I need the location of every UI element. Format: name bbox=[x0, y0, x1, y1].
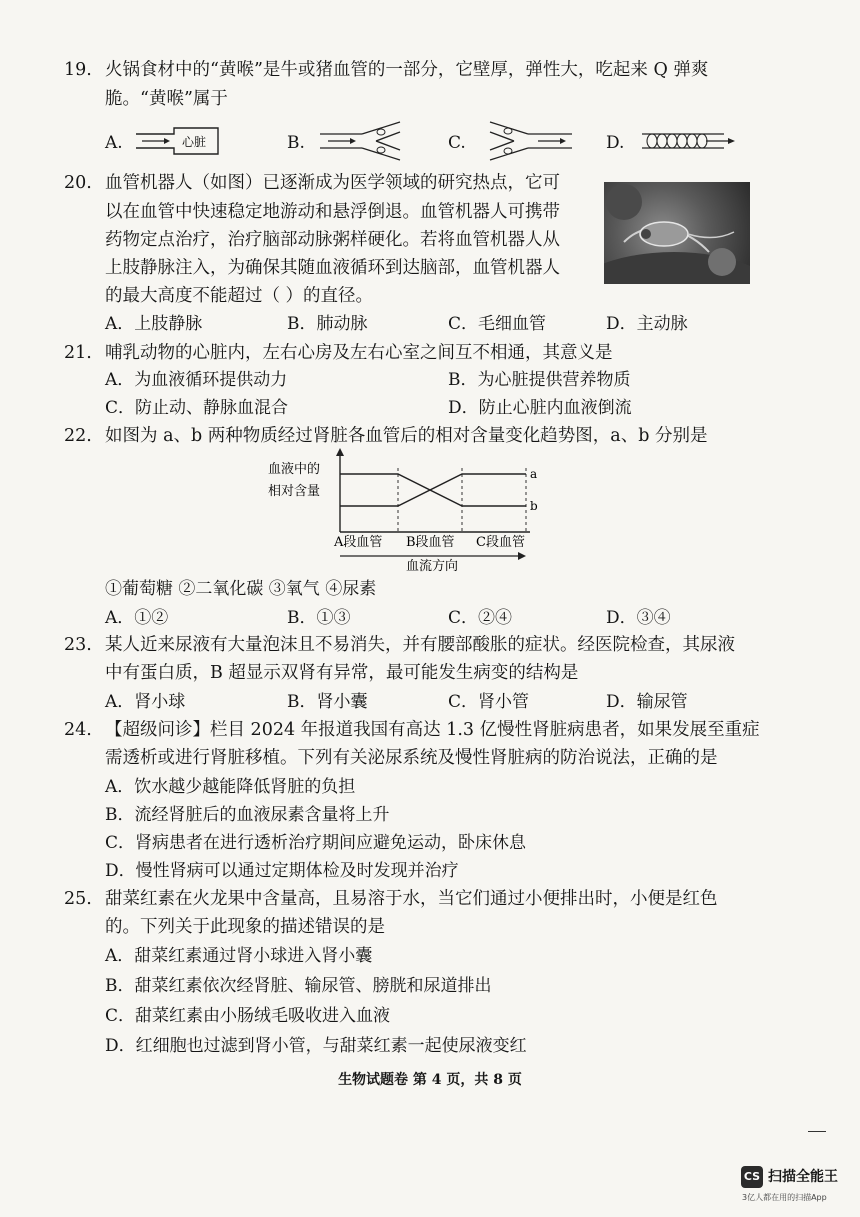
q19-heart-vessel-figure bbox=[134, 124, 224, 158]
chart-y-axis-arrow bbox=[336, 448, 344, 456]
chart-series-a-label: a bbox=[530, 467, 538, 481]
q24-stem-line1: 【超级问诊】栏目 2024 年报道我国有高达 1.3 亿慢性肾脏病患者，如果发展至重症 bbox=[105, 720, 760, 740]
q20-stem-line2: 以在血管中快速稳定地游动和悬浮倒退。血管机器人可携带 bbox=[105, 202, 560, 222]
camscanner-tagline: 3亿人都在用的扫描App bbox=[742, 1193, 827, 1202]
q21-option-c: C．防止动、静脉血混合 bbox=[105, 398, 289, 418]
q22-option-c: C．②④ bbox=[448, 608, 513, 628]
q21-stem: 哺乳动物的心脏内，左右心房及左右心室之间互不相通，其意义是 bbox=[105, 343, 613, 363]
q23-stem-line1: 某人近来尿液有大量泡沫且不易消失，并有腰部酸胀的症状。经医院检查，其尿液 bbox=[105, 635, 735, 655]
q19-option-d-label: D. bbox=[606, 133, 625, 153]
q24-option-c: C．肾病患者在进行透析治疗期间应避免运动，卧床休息 bbox=[105, 833, 527, 853]
q25-number: 25. bbox=[64, 889, 92, 909]
chart-ylabel-line2: 相对含量 bbox=[268, 484, 321, 499]
q19-stem-line1: 火锅食材中的“黄喉”是牛或猪血管的一部分，它壁厚，弹性大，吃起来 Q 弹爽 bbox=[105, 60, 709, 80]
q19-capillary-figure bbox=[640, 126, 738, 156]
edge-mark bbox=[808, 1131, 826, 1132]
q23-option-a: A．肾小球 bbox=[105, 692, 186, 712]
q20-stem-line4: 上肢静脉注入，为确保其随血液循环到达脑部，血管机器人 bbox=[105, 258, 560, 278]
q22-option-d: D．③④ bbox=[606, 608, 671, 628]
q23-option-c: C．肾小管 bbox=[448, 692, 530, 712]
q21-number: 21. bbox=[64, 343, 92, 363]
q22-option-b: B．①③ bbox=[287, 608, 351, 628]
q19-option-c-label: C. bbox=[448, 133, 466, 153]
q25-stem-line2: 的。下列关于此现象的描述错误的是 bbox=[105, 917, 385, 937]
q21-option-a: A．为血液循环提供动力 bbox=[105, 370, 288, 390]
q20-option-c: C．毛细血管 bbox=[448, 314, 547, 334]
chart-ylabel-line1: 血液中的 bbox=[268, 462, 321, 477]
kidney-vessel-trend-chart bbox=[262, 446, 562, 574]
q19-heart-label: 心脏 bbox=[182, 135, 207, 149]
q25-option-c: C．甜菜红素由小肠绒毛吸收进入血液 bbox=[105, 1006, 391, 1026]
blood-flow-arrow-head bbox=[518, 552, 526, 560]
q19-number: 19. bbox=[64, 60, 92, 80]
q20-option-b: B．肺动脉 bbox=[287, 314, 368, 334]
q20-stem-line1: 血管机器人（如图）已逐渐成为医学领域的研究热点，它可 bbox=[105, 173, 560, 193]
q20-stem-line3: 药物定点治疗，治疗脑部动脉粥样硬化。若将血管机器人从 bbox=[105, 230, 560, 250]
q25-stem-line1: 甜菜红素在火龙果中含量高，且易溶于水，当它们通过小便排出时，小便是红色 bbox=[105, 889, 718, 909]
camscanner-logo-icon: CS bbox=[741, 1166, 763, 1188]
q19-option-b-label: B. bbox=[287, 133, 305, 153]
chart-series-b-line bbox=[340, 474, 526, 506]
camscanner-name: 扫描全能王 bbox=[768, 1169, 838, 1185]
q25-option-d: D．红细胞也过滤到肾小管，与甜菜红素一起使尿液变红 bbox=[105, 1036, 527, 1056]
q24-option-d: D．慢性肾病可以通过定期体检及时发现并治疗 bbox=[105, 861, 459, 881]
q21-option-b: B．为心脏提供营养物质 bbox=[448, 370, 631, 390]
chart-category-b: B段血管 bbox=[406, 535, 455, 550]
q19-branching-vessel-figure bbox=[318, 120, 408, 162]
q20-option-a: A．上肢静脉 bbox=[105, 314, 203, 334]
q19-converging-vessel-figure bbox=[486, 120, 576, 162]
chart-category-c: C段血管 bbox=[476, 535, 525, 550]
q24-option-a: A．饮水越少越能降低肾脏的负担 bbox=[105, 777, 356, 797]
q25-option-b: B．甜菜红素依次经肾脏、输尿管、膀胱和尿道排出 bbox=[105, 976, 492, 996]
q24-stem-line2: 需透析或进行肾脏移植。下列有关泌尿系统及慢性肾脏病的防治说法，正确的是 bbox=[105, 748, 718, 768]
q22-stem: 如图为 a、b 两种物质经过肾脏各血管后的相对含量变化趋势图，a、b 分别是 bbox=[105, 426, 708, 446]
page-footer: 生物试题卷 第 4 页，共 8 页 bbox=[338, 1072, 522, 1088]
q23-number: 23. bbox=[64, 635, 92, 655]
q19-option-a-label: A. bbox=[105, 133, 123, 153]
q22-number: 22. bbox=[64, 426, 92, 446]
q19-stem-line2: 脆。“黄喉”属于 bbox=[105, 89, 228, 109]
q24-option-b: B．流经肾脏后的血液尿素含量将上升 bbox=[105, 805, 390, 825]
q20-option-d: D．主动脉 bbox=[606, 314, 688, 334]
chart-xlabel: 血流方向 bbox=[406, 559, 459, 574]
blood-vessel-robot-image bbox=[604, 182, 750, 284]
q24-number: 24. bbox=[64, 720, 92, 740]
q20-stem-line5: 的最大高度不能超过（ ）的直径。 bbox=[105, 286, 374, 306]
q23-option-b: B．肾小囊 bbox=[287, 692, 368, 712]
q22-substance-items: ①葡萄糖 ②二氧化碳 ③氧气 ④尿素 bbox=[105, 579, 377, 599]
q20-number: 20. bbox=[64, 173, 92, 193]
chart-series-b-label: b bbox=[530, 499, 538, 513]
q22-option-a: A．①② bbox=[105, 608, 169, 628]
q21-option-d: D．防止心脏内血液倒流 bbox=[448, 398, 632, 418]
chart-category-a: A段血管 bbox=[334, 535, 383, 550]
chart-series-a-line bbox=[340, 474, 526, 506]
q25-option-a: A．甜菜红素通过肾小球进入肾小囊 bbox=[105, 946, 373, 966]
q23-stem-line2: 中有蛋白质，B 超显示双肾有异常，最可能发生病变的结构是 bbox=[105, 663, 579, 683]
q23-option-d: D．输尿管 bbox=[606, 692, 688, 712]
